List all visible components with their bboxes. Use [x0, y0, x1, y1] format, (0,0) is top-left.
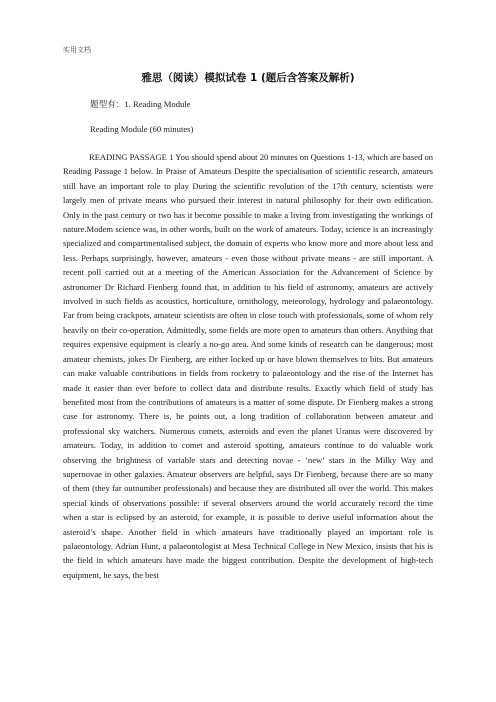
passage-text: READING PASSAGE 1 You should spend about 20 minutes on Questions 1-13, which are based on Reading Passage 1 below. In Praise of Amateurs Despite the specialisation of scientific research, amateurs still have an important role to play During the scientific revolution of the 17th century, scientists were largely men of private means who pursued their interest in natural philosophy for their own edification. Only in the past century or two has it become possible to make a living from investigating the workings of nature.Modem science was, in other words, built on the work of amateurs. Today, science is an increasingly specialized and compartmentalised subject, the domain of experts who know more and more about less and less. Perhaps surprisingly, however, amateurs - even those without private means - are still important. A recent poll carried out at a meeting of the American Association for the Advancement of Science by astronomer Dr Richard Fienberg found that, in addition to his field of astronomy, amateurs are actively involved in such fields as acoustics, horticulture, ornithology, meteorology, hydrology and palaeontology. Far from being crackpots, amateur scientists are often in close touch with professionals, some of whom rely heavily on their co-operation. Admittedly, some fields are more open to amateurs than others. Anything that requires expensive equipment is clearly a no-go area. And some kinds of research can be dangerous; most amateur chemists, jokes Dr Fienberg, are either locked up or have blown themselves to bits. But amateurs can make valuable contributions in fields from rocketry to palaeontology and the rise of the Internet has made it easier than ever before to collect data and distribute results. Exactly which field of study has benefited most from the contributions of amateurs is a matter of some dispute. Dr Fienberg makes a strong case for astronomy. There is, he points out, a long tradition of collaboration between amateur and professional sky watchers. Numerous comets, asteroids and even the planet Uranus were discovered by amateurs. Today, in addition to comet and asteroid spotting, amateurs continue to do valuable work observing the brightness of variable stars and detecting novae - ‘new’ stars in the Milky Way and supernovae in other galaxies. Amateur observers are helpful, says Dr Fienberg, because there are so many of them (they far outnumber professionals) and because they are distributed all over the world. This makes special kinds of observations possible: if several observers around the world accurately record the time when a star is eclipsed by an asteroid, for example, it is possible to derive useful information about the asteroid’s shape. Another field in which amateurs have traditionally played an important role is palaeontology. Adrian Hunt, a palaeontologist at Mesa Technical College in New Mexico, insists that his is the field in which amateurs have made the biggest contribution. Despite the development of high-tech equipment, he says, the best	[63, 152, 433, 580]
header-note: 实用文档	[63, 46, 91, 54]
passage-body	[63, 150, 433, 582]
module-heading: Reading Module (60 minutes)	[90, 124, 194, 134]
question-type: 题型有：1. Reading Module	[90, 99, 191, 109]
document-title: 雅思（阅读）模拟试卷 1 (题后含答案及解析)	[141, 72, 355, 84]
